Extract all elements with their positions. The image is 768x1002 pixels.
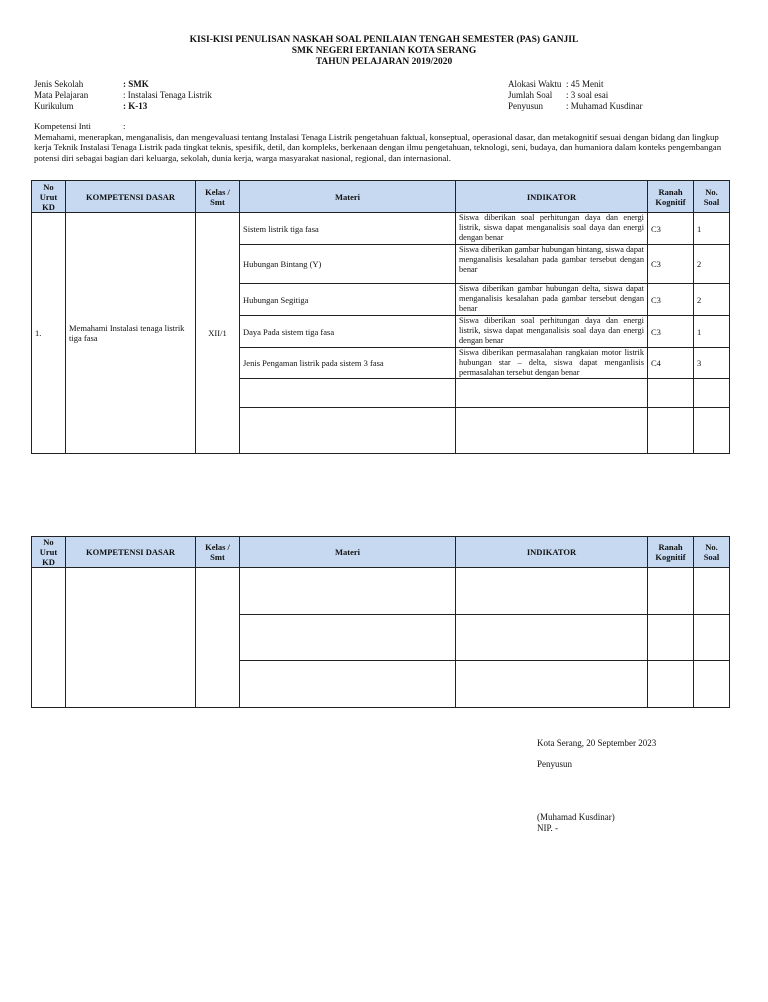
doc-title-line3: TAHUN PELAJARAN 2019/2020: [315, 57, 453, 67]
cell-kompetensi-dasar: Memahami Instalasi tenaga listrik tiga fasa: [66, 213, 196, 454]
signature-name: (Muhamad Kusdinar): [537, 812, 615, 822]
col-no-soal: No. Soal: [694, 181, 730, 213]
cell-materi: Hubungan Bintang (Y): [240, 245, 456, 284]
cell-no-soal: [694, 615, 730, 661]
cell-ranah: C3: [648, 245, 694, 284]
cell-no-soal: [694, 379, 730, 408]
cell-materi: [240, 379, 456, 408]
table-row: [32, 568, 730, 615]
cell-ranah: C4: [648, 348, 694, 379]
table-row: [32, 213, 730, 245]
meta-jumlah-soal: Jumlah Soal : 3 soal esai: [508, 90, 609, 100]
cell-indikator: Siswa diberikan soal perhitungan daya dan energi listrik, siswa dapat menganalisis soal daya dan energi dengan benar: [456, 213, 648, 245]
cell-materi: Daya Pada sistem tiga fasa: [240, 316, 456, 348]
cell-indikator: [456, 615, 648, 661]
meta-right: [508, 79, 643, 112]
ki-label-row: [34, 121, 734, 132]
cell-no-soal: [694, 408, 730, 454]
signature-nip: NIP. -: [537, 823, 559, 833]
cell-no-urut: 1.: [32, 213, 66, 454]
signature-place-date: Kota Serang, 20 September 2023: [537, 738, 657, 748]
col-indikator: INDIKATOR: [456, 181, 648, 213]
col-materi: Materi: [240, 537, 456, 568]
col-materi: Materi: [240, 181, 456, 213]
cell-no-urut: [32, 568, 66, 708]
ki-text: Memahami, menerapkan, menganalisis, dan mengevaluasi tentang Instalasi Tenaga Listrik pengetahuan faktual, konseptual, operasional dasar, dan metakognitif sesuai dengan bidang dan lingkup kerja Teknik Instalasi Tenaga Listrik pada tingkat teknis, spesifik, detil, dan kompleks, berkenaan dengan ilmu pengetahuan, teknologi, seni, budaya, dan humaniora dalam konteks pengembangan potensi diri sebagai bagian dari keluarga, sekolah, dunia kerja, warga masyarakat nasional, regional, dan internasional.: [34, 131, 722, 163]
col-no-urut-kd: No Urut KD: [32, 181, 66, 213]
cell-ranah: [648, 408, 694, 454]
meta-penyusun: Penyusun : Muhamad Kusdinar: [508, 101, 643, 111]
cell-ranah: C3: [648, 316, 694, 348]
cell-materi: [240, 661, 456, 708]
table-header-row: [32, 537, 730, 568]
cell-ranah: C3: [648, 284, 694, 316]
doc-title-line2: SMK NEGERI ERTANIAN KOTA SERANG: [291, 46, 477, 56]
kisi-table-2: [31, 536, 730, 708]
meta-jenis-sekolah: Jenis Sekolah : SMK: [34, 79, 149, 89]
cell-ranah: [648, 661, 694, 708]
col-kelas-smt: Kelas / Smt: [196, 537, 240, 568]
doc-title-line1: KISI-KISI PENULISAN NASKAH SOAL PENILAIAN TENGAH SEMESTER (PAS) GANJIL: [189, 35, 579, 45]
meta-mata-pelajaran: Mata Pelajaran : Instalasi Tenaga Listrik: [34, 90, 212, 100]
cell-ranah: [648, 379, 694, 408]
meta-left: [34, 79, 212, 112]
col-ranah-kognitif: Ranah Kognitif: [648, 537, 694, 568]
col-indikator: INDIKATOR: [456, 537, 648, 568]
cell-materi: Sistem listrik tiga fasa: [240, 213, 456, 245]
cell-materi: Hubungan Segitiga: [240, 284, 456, 316]
cell-materi: [240, 568, 456, 615]
cell-no-soal: [694, 568, 730, 615]
cell-materi: [240, 615, 456, 661]
cell-no-soal: 3: [694, 348, 730, 379]
ki-colon: :: [123, 121, 126, 131]
cell-no-soal: 2: [694, 284, 730, 316]
col-no-urut-kd: No Urut KD: [32, 537, 66, 568]
cell-ranah: [648, 615, 694, 661]
table-header-row: [32, 181, 730, 213]
kisi-table-1: [31, 180, 730, 454]
cell-materi: Jenis Pengaman listrik pada sistem 3 fasa: [240, 348, 456, 379]
cell-kelas-smt: XII/1: [196, 213, 240, 454]
meta-alokasi-waktu: Alokasi Waktu : 45 Menit: [508, 79, 604, 89]
cell-no-soal: 1: [694, 316, 730, 348]
meta-kurikulum: Kurikulum : K-13: [34, 101, 148, 111]
col-ranah-kognitif: Ranah Kognitif: [648, 181, 694, 213]
signature-role: Penyusun: [537, 759, 573, 769]
col-no-soal: No. Soal: [694, 537, 730, 568]
cell-kompetensi-dasar: [66, 568, 196, 708]
cell-kelas-smt: [196, 568, 240, 708]
cell-no-soal: [694, 661, 730, 708]
cell-no-soal: 2: [694, 245, 730, 284]
cell-indikator: [456, 661, 648, 708]
cell-indikator: [456, 379, 648, 408]
cell-indikator: Siswa diberikan gambar hubungan delta, siswa dapat menganalisis kesalahan pada gambar tersebut dengan benar: [456, 284, 648, 316]
cell-indikator: Siswa diberikan soal perhitungan daya dan energi listrik, siswa dapat menganalisis soal daya dan energi dengan benar: [456, 316, 648, 348]
cell-ranah: [648, 568, 694, 615]
cell-indikator: Siswa diberikan gambar hubungan bintang, siswa dapat menganalisis kesalahan pada gambar tersebut dengan benar: [456, 245, 648, 284]
kompetensi-inti: [34, 121, 734, 163]
cell-ranah: C3: [648, 213, 694, 245]
cell-indikator: [456, 568, 648, 615]
cell-indikator: Siswa diberikan permasalahan rangkaian motor listrik hubungan star – delta, siswa dapat menganlisis permasalahan tersebut dengan benar: [456, 348, 648, 379]
cell-indikator: [456, 408, 648, 454]
cell-no-soal: 1: [694, 213, 730, 245]
col-kompetensi-dasar: KOMPETENSI DASAR: [66, 181, 196, 213]
ki-label: Kompetensi Inti: [34, 121, 91, 131]
cell-materi: [240, 408, 456, 454]
col-kelas-smt: Kelas / Smt: [196, 181, 240, 213]
col-kompetensi-dasar: KOMPETENSI DASAR: [66, 537, 196, 568]
